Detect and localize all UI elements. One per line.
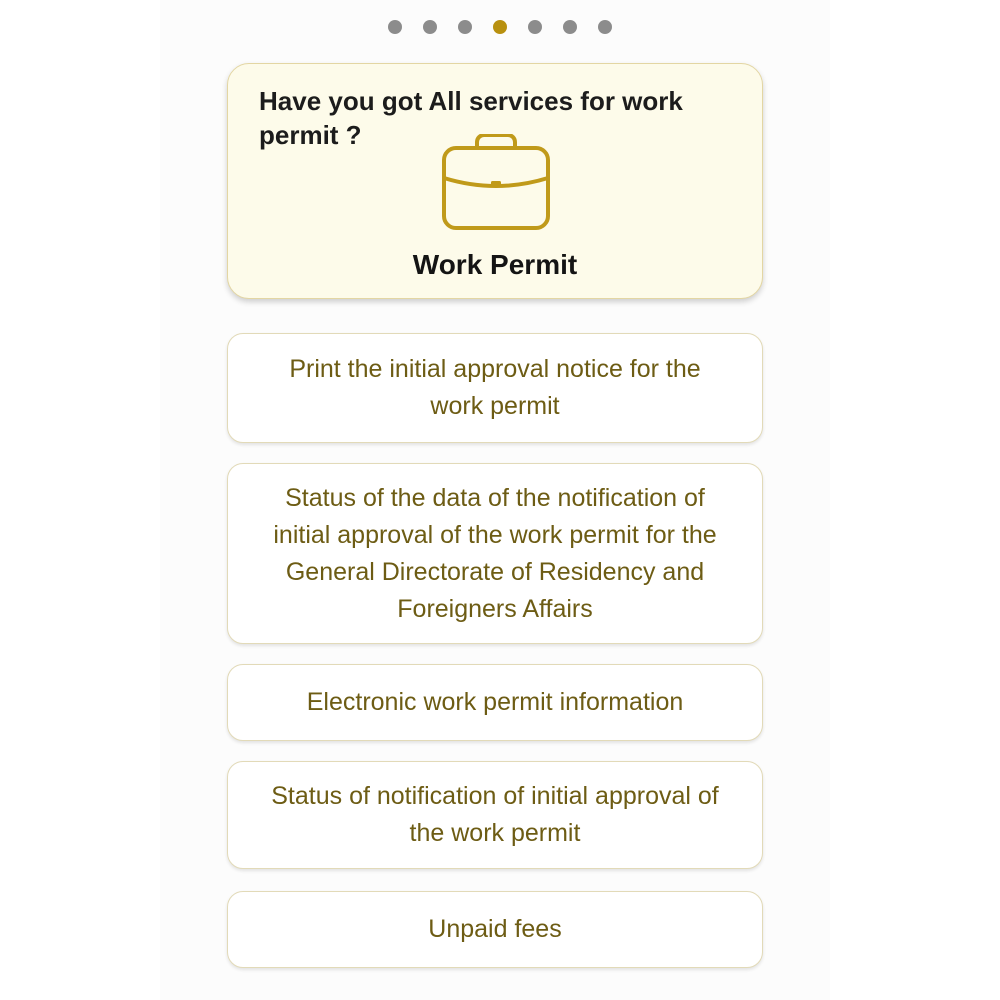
- page-dot-4-active[interactable]: [493, 20, 507, 34]
- page-dot-3[interactable]: [458, 20, 472, 34]
- electronic-work-permit-info-button[interactable]: Electronic work permit information: [227, 664, 763, 741]
- page-indicator: [0, 20, 1000, 36]
- work-permit-title: Work Permit: [412, 249, 578, 280]
- notification-data-status-button[interactable]: Status of the data of the notification of initial approval of the work permit for the General Directorate of Residency and Foreigners Affairs: [227, 463, 763, 644]
- unpaid-fees-button[interactable]: Unpaid fees: [227, 891, 763, 968]
- page-dot-2[interactable]: [423, 20, 437, 34]
- print-initial-approval-button[interactable]: Print the initial approval notice for the work permit: [227, 333, 763, 443]
- work-permit-card[interactable]: [227, 63, 763, 299]
- page-dot-1[interactable]: [388, 20, 402, 34]
- initial-approval-status-button[interactable]: Status of notification of initial approval of the work permit: [227, 761, 763, 869]
- page-dot-6[interactable]: [563, 20, 577, 34]
- page-dot-7[interactable]: [598, 20, 612, 34]
- services-question: Have you got All services for work permit ?: [259, 86, 683, 150]
- briefcase-icon: [441, 134, 551, 234]
- page-dot-5[interactable]: [528, 20, 542, 34]
